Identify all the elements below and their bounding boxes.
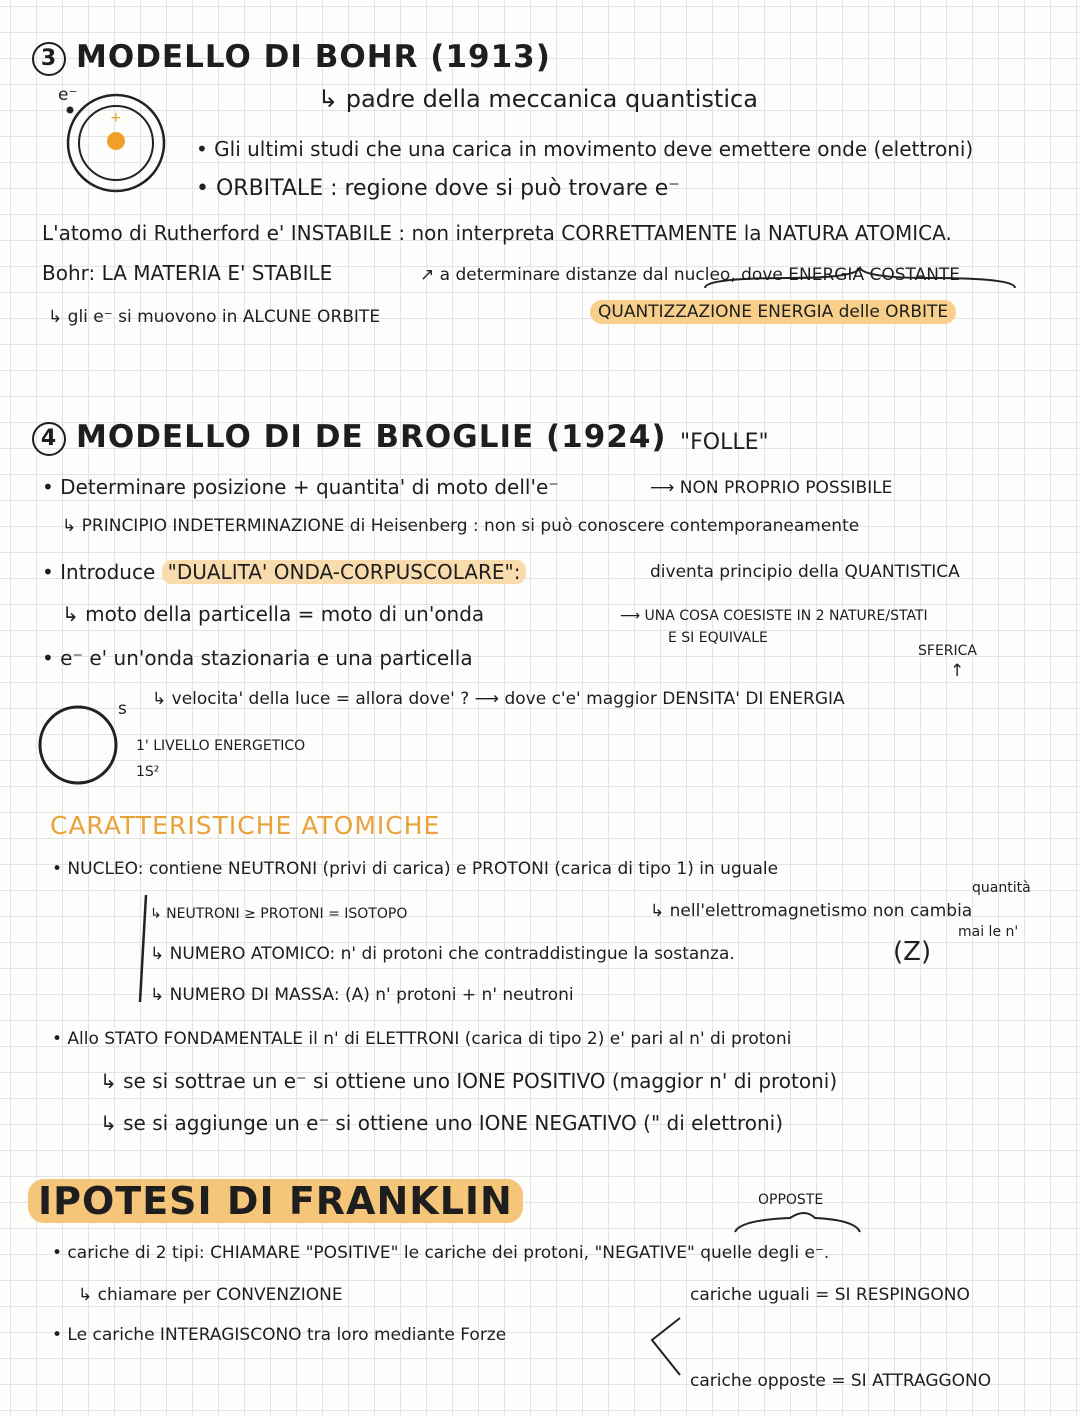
sferica-arrow: ↑ bbox=[950, 661, 965, 681]
cariche-opposte-line: cariche opposte = SI ATTRAGGONO bbox=[690, 1371, 992, 1391]
quantization-highlight: QUANTIZZAZIONE ENERGIA delle ORBITE bbox=[590, 300, 956, 324]
numero-massa-line: ↳ NUMERO DI MASSA: (A) n' protoni + n' neutroni bbox=[150, 985, 574, 1005]
franklin-line-1: • cariche di 2 tipi: CHIAMARE "POSITIVE" le cariche dei protoni, "NEGATIVE" quelle degli e⁻. bbox=[52, 1243, 830, 1263]
energy-level-label: 1' LIVELLO ENERGETICO bbox=[136, 738, 306, 754]
ione-negativo-line: ↳ se si aggiunge un e⁻ si ottiene uno IONE NEGATIVO (" di elettroni) bbox=[100, 1111, 784, 1135]
db-line-6: ↳ velocita' della luce = allora dove' ? ⟶ dove c'e' maggior DENSITA' DI ENERGIA bbox=[152, 689, 845, 709]
debroglie-heading bbox=[32, 420, 667, 456]
quantita-label: quantità bbox=[972, 880, 1031, 896]
db-line-4-arrow: ⟶ UNA COSA COESISTE IN 2 NATURE/STATI bbox=[620, 608, 928, 624]
debroglie-title: MODELLO DI DE BROGLIE (1924) bbox=[76, 419, 667, 455]
atom-electron-label: e⁻ bbox=[58, 85, 78, 105]
cariche-uguali-line: cariche uguali = SI RESPINGONO bbox=[690, 1285, 970, 1305]
db-line-3-note: diventa principio della QUANTISTICA bbox=[650, 562, 960, 582]
brace-opposte bbox=[735, 1213, 860, 1232]
db-line-4-arrow-2: E SI EQUIVALE bbox=[668, 630, 768, 646]
db-line-4: ↳ moto della particella = moto di un'onda bbox=[62, 602, 485, 626]
nucleus-bracket bbox=[140, 895, 146, 1002]
folle-quote: "FOLLE" bbox=[680, 430, 769, 455]
db-line-1: • Determinare posizione + quantita' di moto dell'e⁻ bbox=[42, 475, 559, 499]
bohr-title: MODELLO DI BOHR (1913) bbox=[76, 39, 551, 75]
bohr-bullet-1: • Gli ultimi studi che una carica in movimento deve emettere onde (elettroni) bbox=[196, 137, 974, 161]
duality-highlight: "DUALITA' ONDA-CORPUSCOLARE": bbox=[162, 560, 527, 584]
stato-fondamentale-line: • Allo STATO FONDAMENTALE il n' di ELETTRONI (carica di tipo 2) e' pari al n' di protoni bbox=[52, 1029, 792, 1049]
ione-positivo-line: ↳ se si sottrae un e⁻ si ottiene uno IONE POSITIVO (maggior n' di protoni) bbox=[100, 1069, 838, 1093]
s-orbital-icon bbox=[40, 707, 116, 783]
electron-config-label: 1S² bbox=[136, 764, 160, 780]
z-symbol: (Z) bbox=[893, 937, 932, 967]
atom-plus-label: + bbox=[110, 110, 122, 126]
elettromagnetismo-line: ↳ nell'elettromagnetismo non cambia bbox=[650, 901, 973, 921]
db-line-3 bbox=[42, 561, 526, 584]
distance-note: ↗ a determinare distanze dal nucleo, dove ENERGIA COSTANTE bbox=[420, 265, 961, 285]
section-number-3: 3 bbox=[32, 42, 66, 76]
db-line-2: ↳ PRINCIPIO INDETERMINAZIONE di Heisenberg : non si può conoscere contemporaneamente bbox=[62, 516, 860, 536]
sferica-label: SFERICA bbox=[918, 643, 977, 659]
orbits-line: ↳ gli e⁻ si muovono in ALCUNE ORBITE bbox=[48, 307, 381, 327]
orbital-s-label: s bbox=[118, 699, 127, 719]
db-line-1-arrow: ⟶ NON PROPRIO POSSIBILE bbox=[650, 478, 893, 498]
franklin-line-2: ↳ chiamare per CONVENZIONE bbox=[78, 1285, 343, 1305]
db-line-3-prefix: • Introduce bbox=[42, 560, 156, 584]
caratteristiche-title: CARATTERISTICHE ATOMICHE bbox=[50, 811, 441, 840]
nucleo-line: • NUCLEO: contiene NEUTRONI (privi di carica) e PROTONI (carica di tipo 1) in uguale bbox=[52, 859, 779, 879]
db-line-5: • e⁻ e' un'onda stazionaria e una particella bbox=[42, 646, 473, 670]
numero-atomico-line: ↳ NUMERO ATOMICO: n' di protoni che contraddistingue la sostanza. bbox=[150, 944, 735, 964]
rutherford-line: L'atomo di Rutherford e' INSTABILE : non interpreta CORRETTAMENTE la NATURA ATOMICA. bbox=[42, 221, 952, 245]
bohr-subtitle: ↳ padre della meccanica quantistica bbox=[318, 85, 758, 113]
forze-chevron bbox=[652, 1318, 680, 1375]
bohr-stable-line: Bohr: LA MATERIA E' STABILE bbox=[42, 261, 333, 285]
bohr-bullet-2: • ORBITALE : regione dove si può trovare e⁻ bbox=[196, 176, 680, 201]
opposte-label: OPPOSTE bbox=[758, 1192, 824, 1208]
mai-label: mai le n' bbox=[958, 924, 1019, 940]
franklin-line-3: • Le cariche INTERAGISCONO tra loro mediante Forze bbox=[52, 1325, 507, 1345]
isotopo-line: ↳ NEUTRONI ≥ PROTONI = ISOTOPO bbox=[150, 906, 408, 922]
section-number-4: 4 bbox=[32, 422, 66, 456]
franklin-title: IPOTESI DI FRANKLIN bbox=[28, 1179, 523, 1223]
